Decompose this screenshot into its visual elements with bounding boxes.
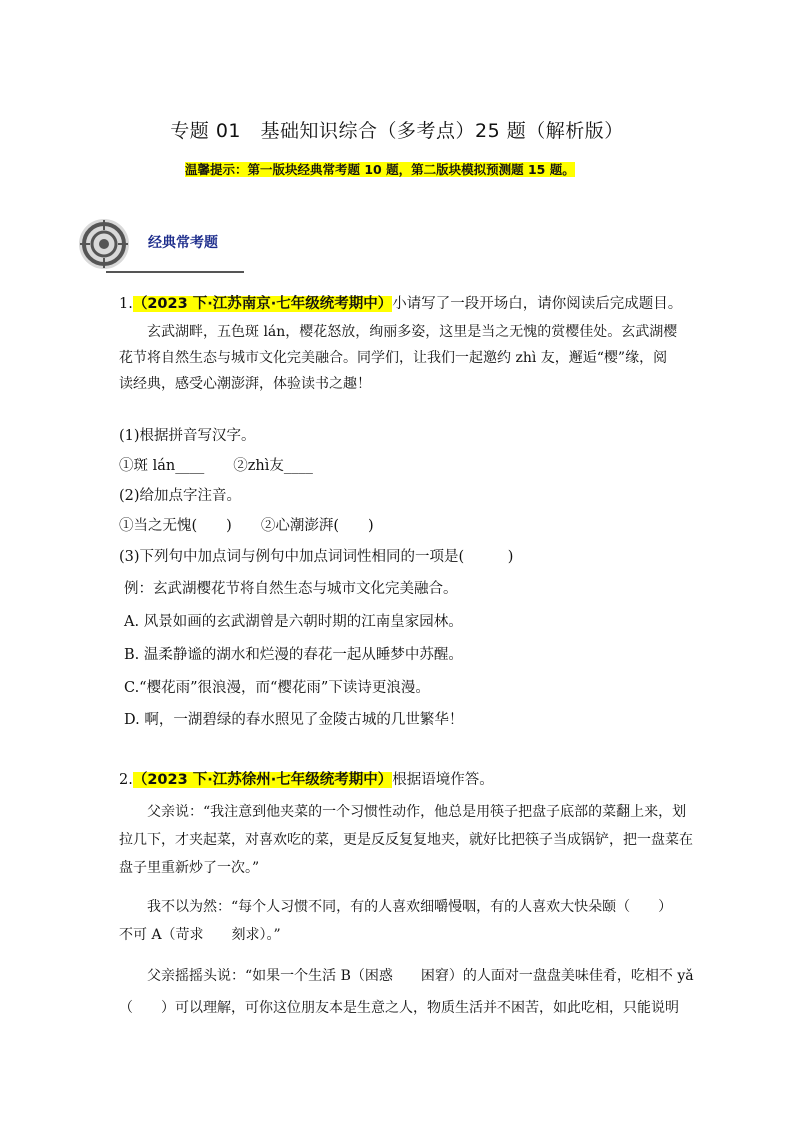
question-2-paragraph-3 xyxy=(119,960,719,1024)
question-stem: 根据语境作答。 xyxy=(392,772,494,788)
paragraph-line: 盘子里重新炒了一次。” xyxy=(119,860,260,876)
paragraph-line: 父亲摇摇头说：“如果一个生活 B（困惑 困窘）的人面对一盘盘美味佳肴，吃相不 yǎ xyxy=(147,968,694,984)
paragraph-line: 拉几下，才夹起菜，对喜欢吃的菜，更是反反复复地夹，就好比把筷子当成锅铲，把一盘菜在 xyxy=(119,832,693,848)
sub-question-1-items: ①斑 lán____ ②zhì友____ xyxy=(119,458,313,474)
tip-banner xyxy=(185,160,575,178)
question-source: （2023 下·江苏南京·七年级统考期中） xyxy=(132,296,393,312)
sub-question-2: (2)给加点字注音。 xyxy=(119,488,242,504)
sub-question-2-items: ①当之无愧( ) ②心潮澎湃( ) xyxy=(119,518,374,534)
section-header xyxy=(78,218,248,276)
passage-line: 玄武湖畔，五色斑 lán，樱花怒放，绚丽多姿，这里是当之无愧的赏樱佳处。玄武湖樱 xyxy=(147,324,678,340)
question-number: 1. xyxy=(119,296,133,312)
paragraph-line: （ ）可以理解，可你这位朋友本是生意之人，物质生活并不困苦，如此吃相，只能说明 xyxy=(119,1000,679,1016)
passage-line: 花节将自然生态与城市文化完美融合。同学们，让我们一起邀约 zhì 友，邂逅“樱”缘，阅 xyxy=(119,350,668,366)
question-2-paragraph-2 xyxy=(119,893,719,949)
option-c: C.“樱花雨”很浪漫，而“樱花雨”下读诗更浪漫。 xyxy=(124,680,430,696)
target-icon xyxy=(78,218,130,270)
question-source: （2023 下·江苏徐州·七年级统考期中） xyxy=(132,772,393,788)
passage-line: 读经典，感受心潮澎湃，体验读书之趣！ xyxy=(119,376,371,392)
question-2-paragraph-1 xyxy=(119,798,719,882)
option-b: B. 温柔静谧的湖水和烂漫的春花一起从睡梦中苏醒。 xyxy=(124,647,463,663)
question-1-header xyxy=(119,292,682,313)
option-d: D. 啊，一湖碧绿的春水照见了金陵古城的几世繁华！ xyxy=(124,712,464,728)
option-a: A. 风景如画的玄武湖曾是六朝时期的江南皇家园林。 xyxy=(124,614,463,630)
section-label: 经典常考题 xyxy=(148,235,218,251)
page-title: 专题 01 基础知识综合（多考点）25 题（解析版） xyxy=(170,120,624,142)
paragraph-line: 父亲说：“我注意到他夹菜的一个习惯性动作，他总是用筷子把盘子底部的菜翻上来，划 xyxy=(147,804,687,820)
paragraph-line: 我不以为然：“每个人习惯不同，有的人喜欢细嚼慢咽，有的人喜欢大快朵颐（ ） xyxy=(147,899,673,915)
sub-question-3: (3)下列句中加点词与例句中加点词词性相同的一项是( ) xyxy=(119,549,514,565)
example-sentence: 例：玄武湖樱花节将自然生态与城市文化完美融合。 xyxy=(124,581,458,597)
question-stem: 小请写了一段开场白，请你阅读后完成题目。 xyxy=(392,296,683,312)
question-2-header xyxy=(119,768,494,789)
question-number: 2. xyxy=(119,772,133,788)
paragraph-line: 不可 A（苛求 刻求）。” xyxy=(119,927,281,943)
section-underline xyxy=(106,271,244,273)
tip-text: 温馨提示：第一版块经典常考题 10 题，第二版块模拟预测题 15 题。 xyxy=(185,162,575,177)
question-1-passage xyxy=(119,319,719,397)
sub-question-1: (1)根据拼音写汉字。 xyxy=(119,428,256,444)
